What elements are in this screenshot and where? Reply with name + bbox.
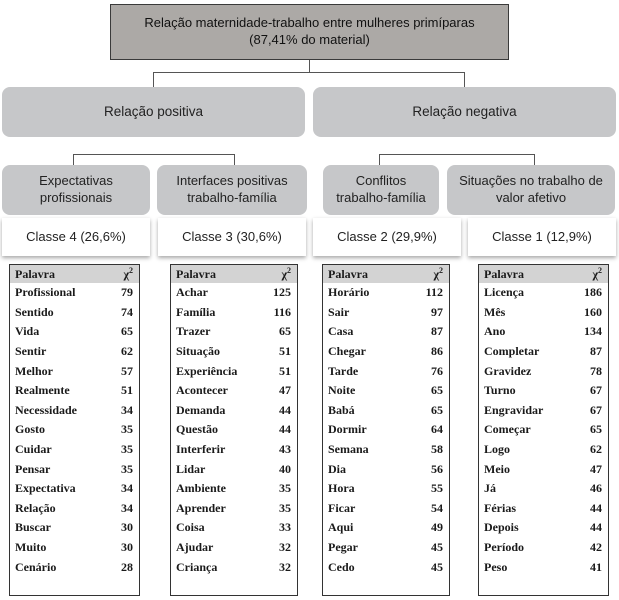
row-chi-value: 87 <box>431 324 443 339</box>
row-word: Cuidar <box>15 442 52 457</box>
table-row <box>10 420 139 440</box>
table-row <box>479 322 608 342</box>
row-word: Gosto <box>15 422 45 437</box>
table-row <box>479 401 608 421</box>
row-word: Ambiente <box>176 481 226 496</box>
branch-negative-label: Relação negativa <box>412 104 517 120</box>
table-row <box>323 479 449 499</box>
table-row <box>10 322 139 342</box>
row-word: Interferir <box>176 442 226 457</box>
node-interfaces <box>157 165 307 215</box>
table-header <box>479 265 608 283</box>
table-row <box>323 303 449 323</box>
row-chi-value: 35 <box>279 481 291 496</box>
row-chi-value: 41 <box>590 559 602 574</box>
table-row <box>323 518 449 538</box>
classe-4-label <box>2 218 150 256</box>
table-row <box>10 440 139 460</box>
row-chi-value: 42 <box>590 540 602 555</box>
row-chi-value: 62 <box>121 344 133 359</box>
table-row <box>10 381 139 401</box>
row-word: Peso <box>484 559 508 574</box>
table-row <box>10 361 139 381</box>
connector-positive-right-drop <box>234 154 235 165</box>
table-row <box>171 459 297 479</box>
table-row <box>10 479 139 499</box>
row-chi-value: 44 <box>279 422 291 437</box>
row-chi-value: 79 <box>121 285 133 300</box>
word-table-classe-3 <box>170 264 298 596</box>
table-row <box>479 459 608 479</box>
row-chi-value: 34 <box>121 481 133 496</box>
row-word: Licença <box>484 285 524 300</box>
row-chi-value: 47 <box>590 461 602 476</box>
row-chi-value: 62 <box>590 442 602 457</box>
row-chi-value: 34 <box>121 500 133 515</box>
row-chi-value: 45 <box>431 540 443 555</box>
row-chi-value: 64 <box>431 422 443 437</box>
row-word: Acontecer <box>176 383 228 398</box>
row-word: Realmente <box>15 383 70 398</box>
row-word: Dormir <box>328 422 367 437</box>
chi-symbol: χ <box>281 267 287 281</box>
table-row <box>171 557 297 577</box>
connector-root-horizontal <box>153 72 465 73</box>
row-chi-value: 134 <box>584 324 602 339</box>
connector-negative-horizontal <box>379 154 535 155</box>
row-word: Ajudar <box>176 540 214 555</box>
row-chi-value: 46 <box>590 481 602 496</box>
row-chi-value: 54 <box>431 500 443 515</box>
branch-negative <box>313 87 616 137</box>
table-row <box>10 499 139 519</box>
row-chi-value: 35 <box>121 422 133 437</box>
classe-4-text: Classe 4 (26,6%) <box>26 228 126 244</box>
classe-2-label <box>313 218 461 256</box>
connector-root-left-drop <box>153 72 154 87</box>
row-chi-value: 65 <box>590 422 602 437</box>
node-situacoes-label: Situações no trabalho de valor afetivo <box>459 173 603 205</box>
classe-3-label <box>158 218 306 256</box>
row-word: Melhor <box>15 363 53 378</box>
row-word: Meio <box>484 461 510 476</box>
table-row <box>171 420 297 440</box>
table-row <box>171 440 297 460</box>
table-row <box>171 283 297 303</box>
row-word: Expectativa <box>15 481 76 496</box>
row-word: Horário <box>328 285 370 300</box>
row-chi-value: 65 <box>431 402 443 417</box>
node-interfaces-label: Interfaces positivas trabalho-família <box>176 173 288 205</box>
row-word: Dia <box>328 461 346 476</box>
row-chi-value: 28 <box>121 559 133 574</box>
chi-exponent: 2 <box>287 266 291 275</box>
table-row <box>479 283 608 303</box>
row-word: Cedo <box>328 559 355 574</box>
table-row <box>10 401 139 421</box>
table-row <box>323 557 449 577</box>
row-word: Férias <box>484 500 516 515</box>
row-word: Lidar <box>176 461 206 476</box>
chi-symbol: χ <box>123 267 129 281</box>
row-word: Criança <box>176 559 218 574</box>
header-word: Palavra <box>484 266 524 281</box>
table-header <box>323 265 449 283</box>
table-header <box>171 265 297 283</box>
row-chi-value: 30 <box>121 540 133 555</box>
table-row <box>171 479 297 499</box>
row-chi-value: 57 <box>121 363 133 378</box>
row-chi-value: 86 <box>431 344 443 359</box>
table-row <box>171 499 297 519</box>
table-row <box>323 381 449 401</box>
table-row <box>479 557 608 577</box>
row-chi-value: 51 <box>279 344 291 359</box>
row-word: Profissional <box>15 285 76 300</box>
row-word: Começar <box>484 422 531 437</box>
table-row <box>10 538 139 558</box>
root-subtitle: (87,41% do material) <box>249 32 370 47</box>
table-row <box>10 303 139 323</box>
row-chi-value: 125 <box>273 285 291 300</box>
row-chi-value: 160 <box>584 304 602 319</box>
header-chi-square <box>592 266 602 282</box>
row-word: Tarde <box>328 363 359 378</box>
table-row <box>171 342 297 362</box>
header-chi-square <box>281 266 291 282</box>
row-chi-value: 35 <box>121 442 133 457</box>
row-word: Ficar <box>328 500 356 515</box>
row-chi-value: 44 <box>590 520 602 535</box>
row-chi-value: 97 <box>431 304 443 319</box>
connector-negative-right-drop <box>534 154 535 165</box>
row-word: Família <box>176 304 216 319</box>
table-row <box>323 499 449 519</box>
table-row <box>10 283 139 303</box>
node-expectativas-label: Expectativas profissionais <box>39 173 113 205</box>
table-row <box>10 557 139 577</box>
row-chi-value: 76 <box>431 363 443 378</box>
row-chi-value: 35 <box>279 500 291 515</box>
row-word: Já <box>484 481 496 496</box>
row-word: Hora <box>328 481 355 496</box>
chi-symbol: χ <box>592 267 598 281</box>
row-word: Pensar <box>15 461 51 476</box>
table-row <box>479 303 608 323</box>
row-chi-value: 33 <box>279 520 291 535</box>
table-row <box>479 342 608 362</box>
row-chi-value: 44 <box>590 500 602 515</box>
row-chi-value: 34 <box>121 402 133 417</box>
table-row <box>323 440 449 460</box>
row-chi-value: 49 <box>431 520 443 535</box>
row-chi-value: 116 <box>273 304 291 319</box>
row-chi-value: 51 <box>279 363 291 378</box>
row-chi-value: 112 <box>425 285 443 300</box>
row-word: Mês <box>484 304 506 319</box>
row-word: Necessidade <box>15 402 77 417</box>
row-chi-value: 58 <box>431 442 443 457</box>
classe-3-text: Classe 3 (30,6%) <box>182 228 282 244</box>
row-chi-value: 43 <box>279 442 291 457</box>
table-row <box>479 361 608 381</box>
row-chi-value: 35 <box>121 461 133 476</box>
root-node <box>110 4 509 60</box>
node-conflitos <box>323 165 439 215</box>
node-conflitos-label: Conflitos trabalho-família <box>336 173 426 205</box>
row-word: Sair <box>328 304 350 319</box>
row-word: Cenário <box>15 559 57 574</box>
table-row <box>323 322 449 342</box>
table-row <box>479 479 608 499</box>
table-row <box>171 361 297 381</box>
row-word: Semana <box>328 442 369 457</box>
row-word: Noite <box>328 383 356 398</box>
row-word: Vida <box>15 324 40 339</box>
row-chi-value: 65 <box>279 324 291 339</box>
table-row <box>323 342 449 362</box>
classe-1-label <box>468 218 616 256</box>
row-chi-value: 32 <box>279 540 291 555</box>
row-chi-value: 78 <box>590 363 602 378</box>
row-word: Aqui <box>328 520 354 535</box>
table-row <box>171 518 297 538</box>
chi-exponent: 2 <box>439 266 443 275</box>
table-row <box>479 538 608 558</box>
row-word: Logo <box>484 442 511 457</box>
row-word: Coisa <box>176 520 205 535</box>
table-row <box>323 420 449 440</box>
table-row <box>479 420 608 440</box>
row-word: Completar <box>484 344 540 359</box>
row-chi-value: 30 <box>121 520 133 535</box>
table-row <box>10 342 139 362</box>
row-word: Relação <box>15 500 56 515</box>
node-situacoes <box>447 165 615 215</box>
branch-positive-label: Relação positiva <box>103 104 204 120</box>
row-word: Questão <box>176 422 218 437</box>
row-word: Engravidar <box>484 402 544 417</box>
row-word: Gravidez <box>484 363 532 378</box>
classe-2-text: Classe 2 (29,9%) <box>337 228 437 244</box>
row-word: Muito <box>15 540 47 555</box>
row-chi-value: 74 <box>121 304 133 319</box>
row-chi-value: 45 <box>431 559 443 574</box>
table-row <box>323 283 449 303</box>
row-chi-value: 55 <box>431 481 443 496</box>
table-row <box>171 381 297 401</box>
table-row <box>323 401 449 421</box>
row-word: Babá <box>328 402 355 417</box>
row-chi-value: 67 <box>590 402 602 417</box>
row-word: Ano <box>484 324 506 339</box>
row-chi-value: 51 <box>121 383 133 398</box>
node-expectativas <box>2 165 150 215</box>
row-chi-value: 65 <box>431 383 443 398</box>
row-word: Experiência <box>176 363 238 378</box>
word-table-classe-2 <box>322 264 450 596</box>
table-row <box>479 499 608 519</box>
header-chi-square <box>123 266 133 282</box>
row-word: Chegar <box>328 344 366 359</box>
row-word: Sentido <box>15 304 54 319</box>
word-table-classe-4 <box>9 264 140 596</box>
row-word: Casa <box>328 324 354 339</box>
connector-negative-left-drop <box>379 154 380 165</box>
table-row <box>10 518 139 538</box>
row-word: Turno <box>484 383 516 398</box>
row-word: Achar <box>176 285 208 300</box>
table-row <box>10 459 139 479</box>
table-row <box>323 538 449 558</box>
table-row <box>323 459 449 479</box>
row-word: Demanda <box>176 402 226 417</box>
table-row <box>479 381 608 401</box>
header-chi-square <box>433 266 443 282</box>
row-word: Sentir <box>15 344 47 359</box>
header-word: Palavra <box>15 266 55 281</box>
row-chi-value: 40 <box>279 461 291 476</box>
table-row <box>479 518 608 538</box>
table-header <box>10 265 139 283</box>
row-word: Aprender <box>176 500 226 515</box>
table-row <box>323 361 449 381</box>
connector-root-down <box>309 60 310 72</box>
connector-positive-horizontal <box>73 154 235 155</box>
classe-1-text: Classe 1 (12,9%) <box>492 228 592 244</box>
row-word: Pegar <box>328 540 358 555</box>
header-word: Palavra <box>176 266 216 281</box>
table-row <box>171 322 297 342</box>
table-row <box>171 538 297 558</box>
table-row <box>171 303 297 323</box>
chi-symbol: χ <box>433 267 439 281</box>
row-chi-value: 87 <box>590 344 602 359</box>
connector-root-right-drop <box>464 72 465 87</box>
row-chi-value: 65 <box>121 324 133 339</box>
table-row <box>479 440 608 460</box>
row-word: Situação <box>176 344 221 359</box>
row-chi-value: 56 <box>431 461 443 476</box>
row-word: Depois <box>484 520 519 535</box>
chi-exponent: 2 <box>598 266 602 275</box>
word-table-classe-1 <box>478 264 609 596</box>
connector-positive-left-drop <box>73 154 74 165</box>
row-chi-value: 47 <box>279 383 291 398</box>
row-chi-value: 186 <box>584 285 602 300</box>
row-chi-value: 67 <box>590 383 602 398</box>
root-title: Relação maternidade-trabalho entre mulheres primíparas <box>144 15 475 31</box>
row-word: Trazer <box>176 324 211 339</box>
row-chi-value: 32 <box>279 559 291 574</box>
header-word: Palavra <box>328 266 368 281</box>
row-chi-value: 44 <box>279 402 291 417</box>
table-row <box>171 401 297 421</box>
row-word: Buscar <box>15 520 51 535</box>
branch-positive <box>2 87 305 137</box>
row-word: Período <box>484 540 524 555</box>
chi-exponent: 2 <box>129 266 133 275</box>
